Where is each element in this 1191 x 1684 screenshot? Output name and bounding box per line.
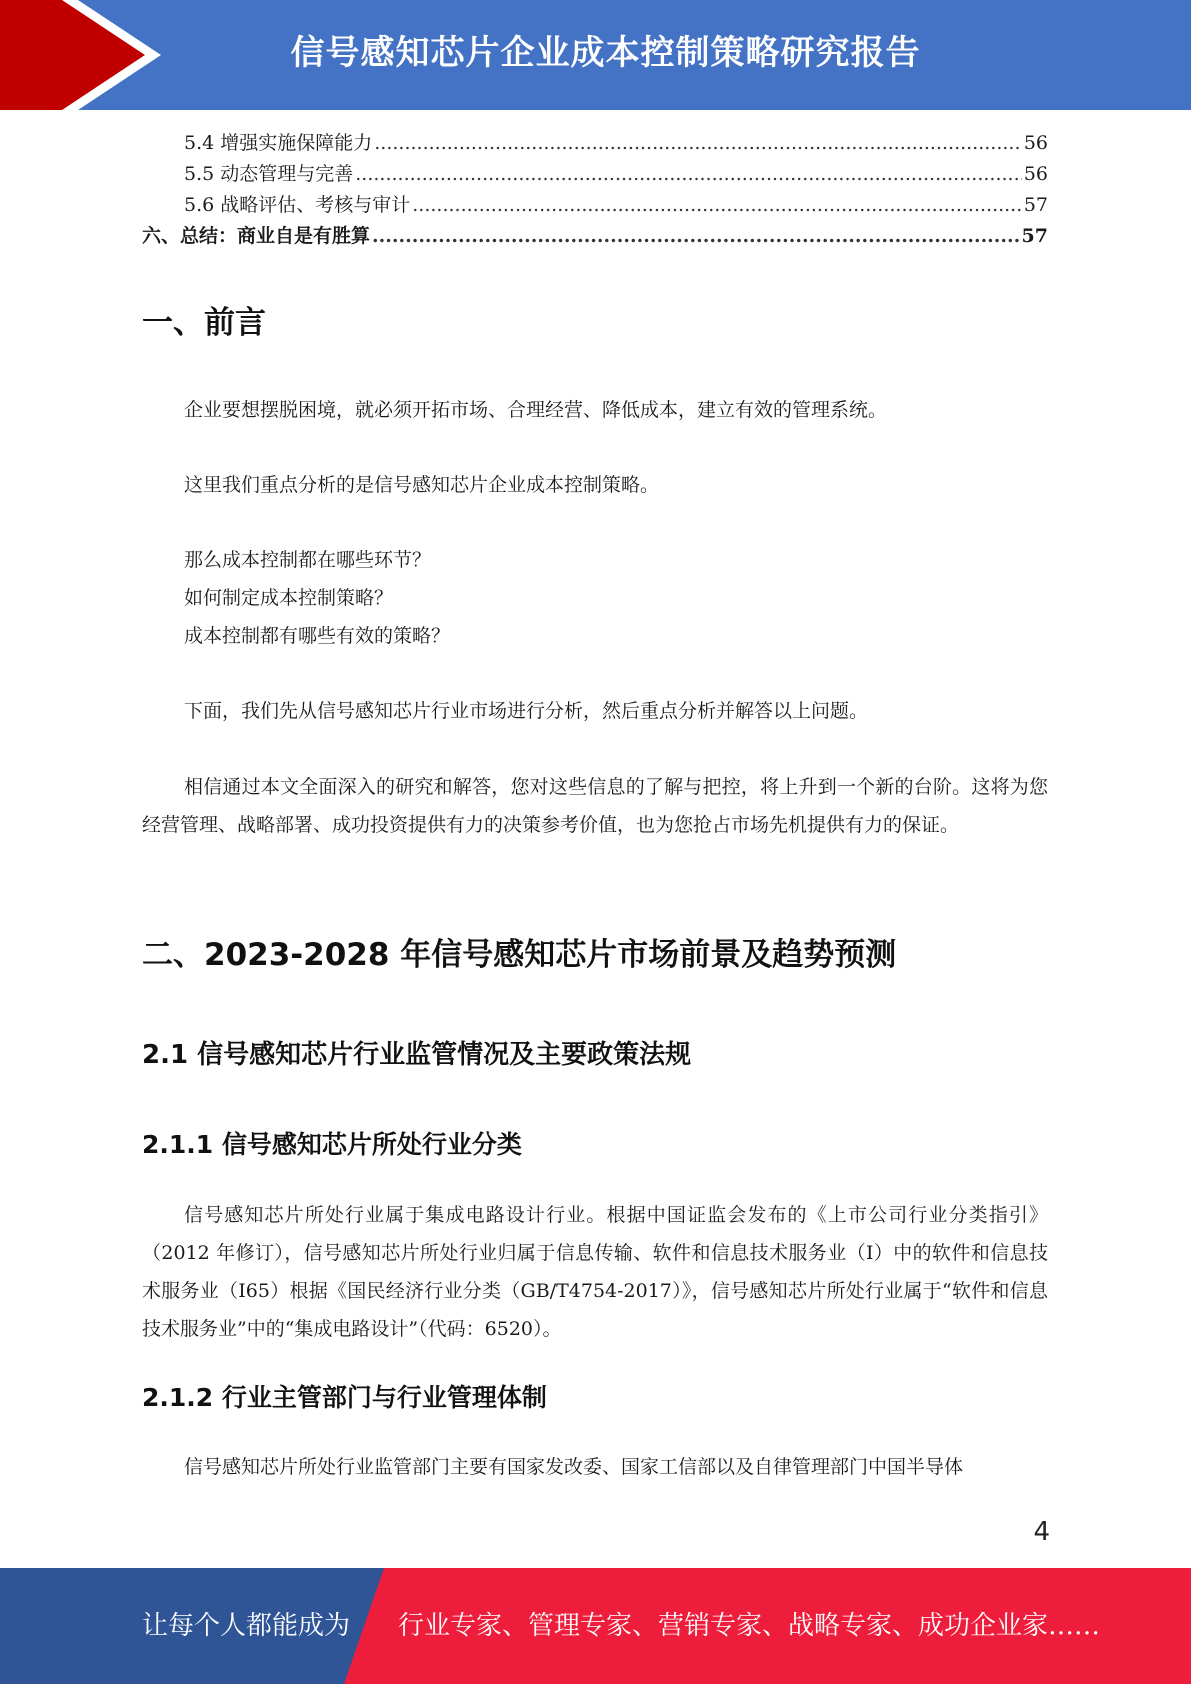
toc-leader-dots bbox=[374, 128, 1022, 159]
preface-paragraph: 下面，我们先从信号感知芯片行业市场进行分析，然后重点分析并解答以上问题。 bbox=[184, 700, 869, 722]
toc-leader-dots bbox=[412, 190, 1022, 221]
preface-question: 那么成本控制都在哪些环节？ bbox=[184, 549, 432, 571]
section-2-1-1-paragraph: 信号感知芯片所处行业属于集成电路设计行业。根据中国证监会发布的《上市公司行业分类指引》（2012 年修订），信号感知芯片所处行业归属于信息传输、软件和信息技术服务业（I）中的软件和信息技术服务业（I65）根据《国民经济行业分类（GB/T4754-2017）》，信号感知芯片所处行业属于“软件和信息技术服务业”中的“集成电路设计”（代码：6520）。 bbox=[142, 1204, 1048, 1340]
preface-question: 成本控制都有哪些有效的策略？ bbox=[184, 625, 451, 647]
preface-paragraph: 相信通过本文全面深入的研究和解答，您对这些信息的了解与把控，将上升到一个新的台阶。这将为您经营管理、战略部署、成功投资提供有力的决策参考价值，也为您抢占市场先机提供有力的保证。 bbox=[142, 776, 1048, 836]
toc-item-page: 56 bbox=[1023, 163, 1048, 185]
footer-slogan-right: 行业专家、管理专家、营销专家、战略专家、成功企业家…… bbox=[398, 1611, 1101, 1641]
chapter2-heading: 二、2023-2028 年信号感知芯片市场前景及趋势预测 bbox=[142, 937, 897, 973]
section-2-1-1-heading: 2.1.1 信号感知芯片所处行业分类 bbox=[142, 1130, 522, 1159]
table-of-contents bbox=[142, 128, 1048, 252]
toc-item-label: 5.5 动态管理与完善 bbox=[184, 163, 354, 185]
section-2-1-heading: 2.1 信号感知芯片行业监管情况及主要政策法规 bbox=[142, 1040, 692, 1070]
toc-item-label: 5.4 增强实施保障能力 bbox=[184, 132, 373, 154]
preface-paragraph: 企业要想摆脱困境，就必须开拓市场、合理经营、降低成本，建立有效的管理系统。 bbox=[184, 399, 888, 421]
section-2-1-2-paragraph: 信号感知芯片所处行业监管部门主要有国家发改委、国家工信部以及自律管理部门中国半导体 bbox=[184, 1456, 964, 1478]
preface-heading: 一、前言 bbox=[142, 305, 266, 341]
toc-item-page: 57 bbox=[1021, 225, 1048, 247]
preface-question: 如何制定成本控制策略？ bbox=[184, 587, 394, 609]
toc-item[interactable] bbox=[142, 159, 1048, 190]
toc-item-label: 六、总结：商业自是有胜算 bbox=[142, 225, 371, 247]
toc-item[interactable] bbox=[142, 221, 1048, 252]
page-number: 4 bbox=[1033, 1517, 1050, 1547]
report-title: 信号感知芯片企业成本控制策略研究报告 bbox=[290, 33, 921, 73]
toc-item[interactable] bbox=[142, 128, 1048, 159]
footer-banner bbox=[0, 1568, 1191, 1684]
footer-slogan-left: 让每个人都能成为 bbox=[142, 1611, 351, 1641]
toc-leader-dots bbox=[372, 221, 1020, 252]
toc-item-page: 57 bbox=[1023, 194, 1048, 216]
toc-item-label: 5.6 战略评估、考核与审计 bbox=[184, 194, 411, 216]
preface-paragraph: 这里我们重点分析的是信号感知芯片企业成本控制策略。 bbox=[184, 474, 660, 496]
toc-leader-dots bbox=[355, 159, 1022, 190]
section-2-1-2-heading: 2.1.2 行业主管部门与行业管理体制 bbox=[142, 1383, 547, 1412]
header-banner bbox=[0, 0, 1191, 110]
toc-item[interactable] bbox=[142, 190, 1048, 221]
toc-item-page: 56 bbox=[1023, 132, 1048, 154]
